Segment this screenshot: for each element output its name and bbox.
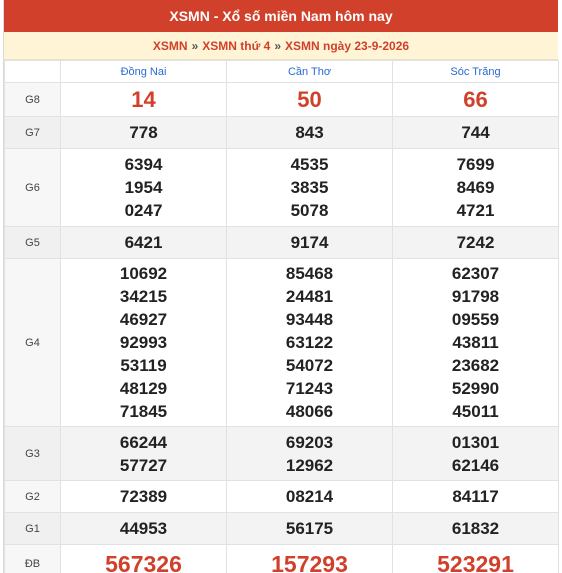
prize-number: 44953 [119,519,168,538]
prize-number: 6421 [124,233,163,252]
breadcrumb [4,32,558,60]
prize-cell [227,117,393,149]
prize-label: ĐB [5,545,61,573]
prize-label: G8 [5,83,61,117]
prize-label: G1 [5,513,61,545]
province-can-tho[interactable]: Cần Thơ [227,61,393,83]
prize-cell [227,481,393,513]
prize-number: 91798 [451,287,500,306]
prize-cell [61,545,227,573]
prize-number: 48066 [285,402,334,421]
prize-cell [61,481,227,513]
prize-number: 66 [463,86,488,112]
prize-label: G6 [5,149,61,227]
prize-cell [227,259,393,427]
results-title-bar [4,0,558,32]
prize-number: 69203 [285,432,334,452]
prize-number: 43811 [452,333,499,352]
prize-cell [61,427,227,481]
breadcrumb-separator: » [274,38,281,53]
province-header-row [5,61,559,83]
prize-rows [5,83,559,573]
prize-row [5,117,559,149]
prize-cell [227,427,393,481]
prize-number: 523291 [437,550,514,573]
prize-cell [393,427,559,481]
prize-number: 45011 [452,402,499,421]
prize-number: 09559 [451,310,500,329]
prize-cell [227,513,393,545]
prize-number: 66244 [119,432,168,452]
prize-cell [393,149,559,227]
prize-cell [393,513,559,545]
prize-number: 62146 [451,455,500,475]
prize-row [5,545,559,573]
prize-number: 744 [461,123,490,142]
prize-number: 56175 [285,519,334,538]
province-dong-nai[interactable]: Đồng Nai [61,61,227,83]
prize-number: 52990 [451,379,500,398]
prize-number: 10692 [119,264,168,283]
prize-number: 7242 [456,233,495,252]
prize-number: 3835 [290,178,329,197]
prize-number: 50 [297,86,322,112]
prize-cell [61,227,227,259]
prize-cell [227,149,393,227]
prize-row [5,427,559,481]
prize-cell [61,513,227,545]
prize-number: 567326 [105,550,182,573]
prize-number: 93448 [285,310,334,329]
prize-number: 63122 [285,333,334,352]
prize-number: 62307 [451,264,500,283]
prize-number: 6394 [124,155,163,174]
prize-cell [393,481,559,513]
prize-number: 778 [129,123,158,142]
prize-row [5,481,559,513]
province-soc-trang[interactable]: Sóc Trăng [393,61,559,83]
breadcrumb-separator: » [191,38,199,53]
prize-number: 8469 [456,178,495,197]
prize-number: 71845 [119,402,168,421]
prize-number: 23682 [451,356,500,375]
prize-number: 46927 [119,310,168,329]
prize-cell [61,83,227,117]
prize-cell [393,545,559,573]
prize-number: 4535 [290,155,329,174]
breadcrumb-xsmn[interactable]: XSMN [152,38,188,53]
prize-cell [393,117,559,149]
prize-number: 48129 [119,379,168,398]
prize-number: 843 [295,123,324,142]
prize-label: G2 [5,481,61,513]
prize-number: 0247 [124,201,163,220]
prize-number: 53119 [120,356,167,375]
prize-row [5,83,559,117]
prize-number: 24481 [285,287,334,306]
prize-number: 34215 [119,287,168,306]
header-corner [5,61,61,83]
prize-number: 85468 [285,264,334,283]
results-table [4,60,559,573]
prize-row [5,513,559,545]
prize-number: 9174 [290,233,329,252]
prize-number: 1954 [124,178,163,197]
page-title: XSMN - Xổ số miền Nam hôm nay [169,8,393,24]
prize-number: 08214 [285,487,334,506]
prize-number: 7699 [456,155,495,174]
prize-row [5,259,559,427]
breadcrumb-weekday[interactable]: XSMN thứ 4 [202,38,271,53]
prize-label: G7 [5,117,61,149]
prize-number: 72389 [119,487,168,506]
prize-row [5,149,559,227]
prize-cell [61,149,227,227]
prize-number: 57727 [119,455,168,475]
prize-number: 157293 [271,550,348,573]
prize-number: 12962 [285,455,334,475]
prize-label: G3 [5,427,61,481]
prize-cell [393,259,559,427]
prize-number: 61832 [451,519,500,538]
prize-cell [227,83,393,117]
prize-cell [61,117,227,149]
prize-cell [393,83,559,117]
prize-cell [61,259,227,427]
prize-number: 54072 [285,356,334,375]
prize-cell [393,227,559,259]
prize-cell [227,545,393,573]
prize-cell [227,227,393,259]
prize-number: 4721 [456,201,495,220]
prize-number: 14 [131,86,156,112]
prize-number: 84117 [452,487,499,506]
prize-label: G5 [5,227,61,259]
prize-number: 71243 [285,379,334,398]
prize-label: G4 [5,259,61,427]
breadcrumb-date[interactable]: XSMN ngày 23-9-2026 [285,38,410,53]
prize-number: 5078 [290,201,329,220]
prize-number: 92993 [119,333,168,352]
prize-row [5,227,559,259]
prize-number: 01301 [451,432,500,452]
